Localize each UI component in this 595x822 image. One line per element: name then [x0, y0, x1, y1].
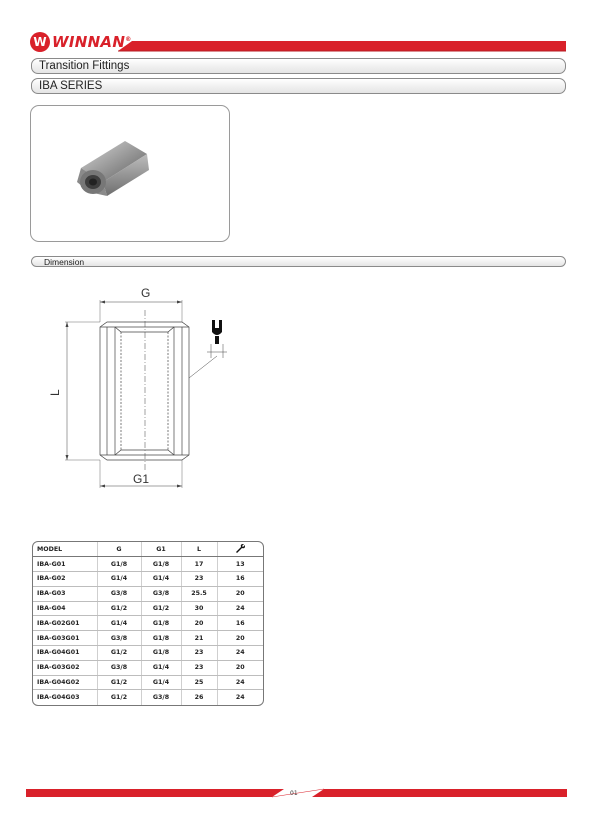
cell-l: 20: [181, 616, 217, 631]
cell-g1: G1/4: [141, 660, 181, 675]
cell-model: IBA-G01: [33, 557, 97, 572]
header-red-bar: [118, 38, 566, 52]
cell-l: 25.5: [181, 586, 217, 601]
cell-model: IBA-G02: [33, 572, 97, 587]
logo-mark: W: [30, 32, 50, 52]
cell-wrench: 20: [217, 631, 263, 646]
logo-name: WINNAN: [52, 33, 126, 51]
label-l: L: [48, 389, 62, 396]
col-header-g1: G1: [141, 542, 181, 557]
category-header: Transition Fittings: [31, 58, 566, 74]
cell-l: 17: [181, 557, 217, 572]
logo-registered: ®: [125, 36, 132, 43]
brand-logo: [30, 31, 132, 53]
label-g1: G1: [133, 472, 150, 486]
cell-model: IBA-G04G03: [33, 690, 97, 705]
cell-model: IBA-G03G01: [33, 631, 97, 646]
product-photo-frame: [30, 105, 230, 242]
table-row: [33, 675, 263, 690]
cell-g: G3/8: [97, 631, 141, 646]
cell-l: 23: [181, 572, 217, 587]
table-row: [33, 646, 263, 661]
table-row: [33, 557, 263, 572]
cell-g: G1/4: [97, 572, 141, 587]
page-number: 01: [290, 790, 298, 797]
cell-model: IBA-G04G01: [33, 646, 97, 661]
cell-l: 26: [181, 690, 217, 705]
cell-l: 23: [181, 646, 217, 661]
cell-wrench: 24: [235, 694, 245, 702]
table-header-row: [33, 542, 263, 557]
cell-l: 21: [181, 631, 217, 646]
table-row: [33, 690, 263, 705]
cell-g: G1/4: [97, 616, 141, 631]
label-g: G: [141, 286, 151, 300]
dimension-header: Dimension: [31, 256, 566, 267]
cell-g1: G1/2: [141, 601, 181, 616]
table-row: [33, 572, 263, 587]
cell-wrench: 24: [217, 646, 263, 661]
table-row: [33, 660, 263, 675]
table-row: [33, 601, 263, 616]
cell-model: IBA-G02G01: [33, 616, 97, 631]
cell-g: G3/8: [97, 586, 141, 601]
cell-g: G1/2: [97, 646, 141, 661]
cell-g: G1/8: [97, 557, 141, 572]
wrench-icon: [234, 543, 246, 553]
cell-l: 25: [181, 675, 217, 690]
cell-wrench: 13: [217, 557, 263, 572]
cell-g1: G1/4: [141, 572, 181, 587]
cell-wrench: 20: [217, 660, 263, 675]
cell-g1: G1/4: [141, 675, 181, 690]
col-header-g: G: [97, 542, 141, 557]
hex-coupling-icon: [31, 106, 229, 241]
table-row: [33, 631, 263, 646]
col-header-model: MODEL: [33, 542, 97, 557]
cell-wrench: 16: [217, 616, 263, 631]
cell-g1: G3/8: [141, 690, 181, 705]
series-header: IBA SERIES: [31, 78, 566, 94]
cell-g1: G1/8: [141, 631, 181, 646]
cell-g: G3/8: [97, 660, 141, 675]
cell-l: 23: [181, 660, 217, 675]
cell-g1: G1/8: [141, 646, 181, 661]
cell-model: IBA-G04: [33, 601, 97, 616]
spec-table: [32, 541, 264, 706]
cell-g: G1/2: [97, 690, 141, 705]
table-row: [33, 586, 263, 601]
col-header-wrench: [217, 542, 263, 557]
cell-model: IBA-G04G02: [33, 675, 97, 690]
dimension-drawing: [48, 280, 255, 495]
cell-g: G1/2: [97, 675, 141, 690]
cell-l: 30: [181, 601, 217, 616]
cell-wrench: 20: [217, 586, 263, 601]
col-header-l: L: [181, 542, 217, 557]
spec-table-grid: [33, 542, 263, 705]
cell-wrench: 24: [217, 675, 263, 690]
cell-g1: G3/8: [141, 586, 181, 601]
cell-g1: G1/8: [141, 557, 181, 572]
cell-wrench: 24: [217, 601, 263, 616]
wrench-icon: [212, 320, 222, 344]
cell-model: IBA-G03G02: [33, 660, 97, 675]
cell-wrench: 16: [217, 572, 263, 587]
cell-g: G1/2: [97, 601, 141, 616]
table-row: [33, 616, 263, 631]
cell-model: IBA-G03: [33, 586, 97, 601]
cell-g1: G1/8: [141, 616, 181, 631]
